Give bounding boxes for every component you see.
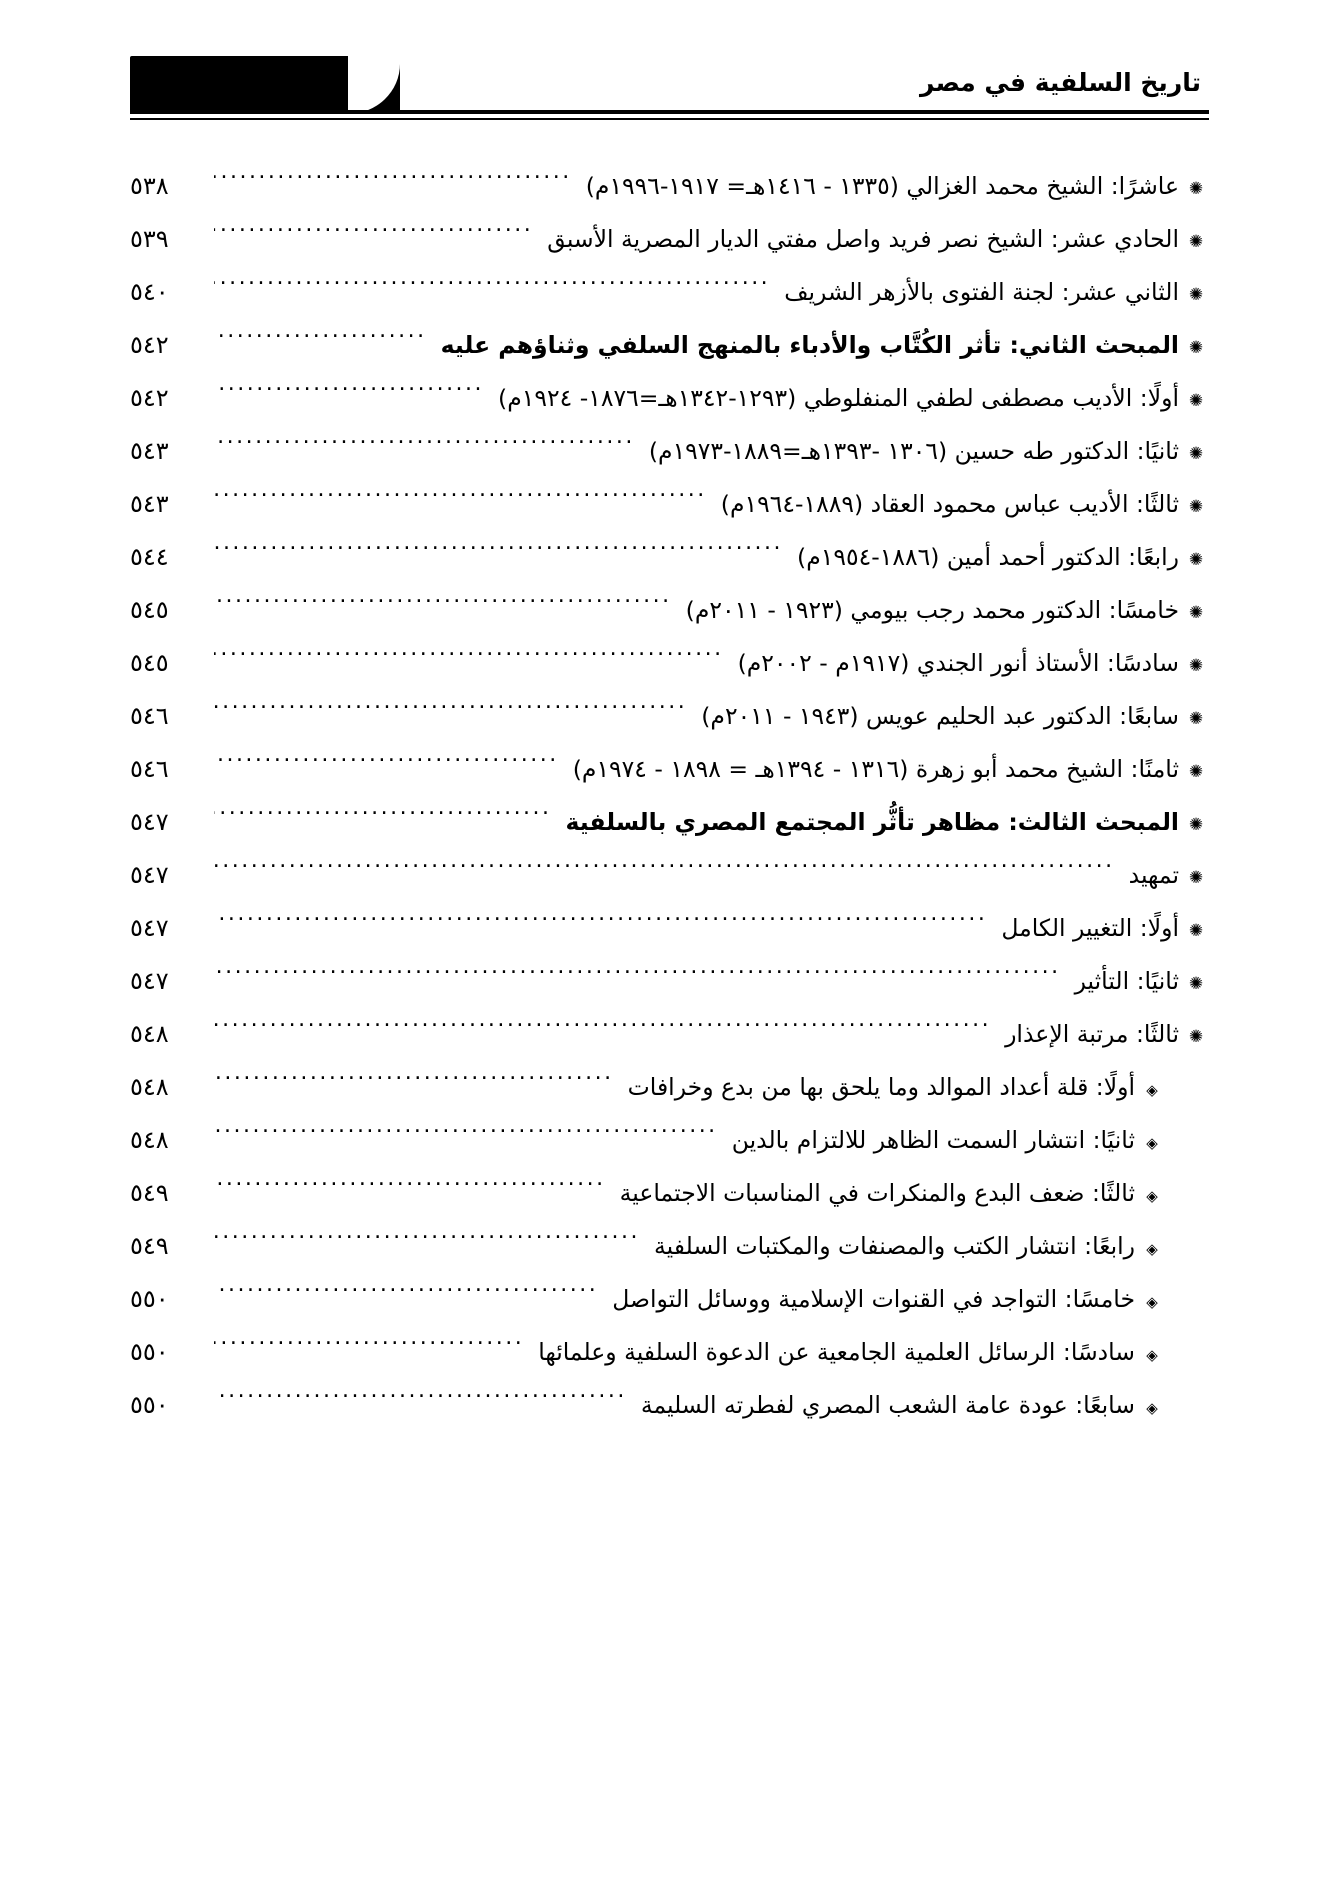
flower-bullet-icon: ✺ [1188, 550, 1204, 570]
toc-leader-dots [214, 702, 687, 724]
diamond-bullet-icon: ◈ [1146, 1134, 1158, 1152]
toc-entry-page: ٥٣٩ [130, 225, 169, 253]
toc-entry-title: سادسًا: الأستاذ أنور الجندي (١٩١٧م - ٢٠٠٢م) [737, 649, 1179, 677]
toc-leader-dots [214, 1232, 640, 1254]
toc-leader-dots [214, 490, 707, 512]
toc-leader-dots [214, 331, 427, 353]
toc-leader-dots [214, 1338, 524, 1360]
toc-entry-title: ثالثًا: ضعف البدع والمنكرات في المناسبات الاجتماعية [619, 1179, 1135, 1207]
toc-entry-page: ٥٥٠ [130, 1285, 169, 1313]
toc-leader-dots [214, 967, 1061, 989]
toc-entry-title: المبحث الثالث: مظاهر تأثُّر المجتمع المصري بالسلفية [565, 808, 1179, 836]
diamond-bullet-icon: ◈ [1146, 1187, 1158, 1205]
flower-bullet-icon: ✺ [1188, 603, 1204, 623]
toc-leader-dots [214, 172, 572, 194]
toc-leader-dots [214, 1285, 598, 1307]
toc-entry-page: ٥٤٠ [130, 278, 169, 306]
toc-leader-dots [214, 278, 770, 300]
toc-entry[interactable] [130, 690, 1209, 743]
toc-leader-dots [214, 1179, 606, 1201]
toc-entry-title: خامسًا: التواجد في القنوات الإسلامية ووسائل التواصل [612, 1285, 1135, 1313]
flower-bullet-icon: ✺ [1188, 285, 1204, 305]
flower-bullet-icon: ✺ [1188, 974, 1204, 994]
book-title: تاريخ السلفية في مصر [920, 68, 1201, 97]
toc-entry-title: رابعًا: الدكتور أحمد أمين (١٨٨٦-١٩٥٤م) [797, 543, 1179, 571]
toc-leader-dots [214, 861, 1115, 883]
toc-entry-title: أولًا: التغيير الكامل [1001, 914, 1179, 942]
table-of-contents [130, 160, 1209, 1432]
toc-entry[interactable] [130, 266, 1209, 319]
toc-entry-page: ٥٤٩ [130, 1232, 169, 1260]
toc-entry-title: أولًا: الأديب مصطفى لطفي المنفلوطي (١٢٩٣-١٣٤٢هـ=١٨٧٦- ١٩٢٤م) [498, 384, 1179, 412]
toc-entry[interactable] [130, 849, 1209, 902]
flower-bullet-icon: ✺ [1188, 709, 1204, 729]
toc-entry[interactable] [130, 1273, 1209, 1326]
toc-entry[interactable] [130, 213, 1209, 266]
header-rule-thin [130, 118, 1209, 120]
flower-bullet-icon: ✺ [1188, 921, 1204, 941]
toc-entry-page: ٥٣٨ [130, 172, 169, 200]
toc-entry-title: المبحث الثاني: تأثر الكُتَّاب والأدباء بالمنهج السلفي وثناؤهم عليه [440, 331, 1179, 359]
toc-entry-page: ٥٤٧ [130, 808, 169, 836]
flower-bullet-icon: ✺ [1188, 338, 1204, 358]
toc-leader-dots [214, 225, 533, 247]
flower-bullet-icon: ✺ [1188, 868, 1204, 888]
toc-leader-dots [214, 384, 484, 406]
toc-entry-page: ٥٤٧ [130, 914, 169, 942]
toc-entry[interactable] [130, 637, 1209, 690]
diamond-bullet-icon: ◈ [1146, 1399, 1158, 1417]
toc-entry-page: ٥٤٣ [130, 490, 169, 518]
toc-entry-title: ثانيًا: انتشار السمت الظاهر للالتزام بالدين [731, 1126, 1135, 1154]
toc-entry[interactable] [130, 1167, 1209, 1220]
toc-entry-title: سابعًا: الدكتور عبد الحليم عويس (١٩٤٣ - ٢٠١١م) [701, 702, 1179, 730]
toc-leader-dots [214, 755, 559, 777]
toc-leader-dots [214, 1020, 991, 1042]
toc-entry-page: ٥٤٨ [130, 1126, 169, 1154]
flower-bullet-icon: ✺ [1188, 497, 1204, 517]
toc-entry[interactable] [130, 319, 1209, 372]
toc-entry[interactable] [130, 372, 1209, 425]
toc-entry-page: ٥٤٨ [130, 1020, 169, 1048]
toc-entry-title: تمهيد [1128, 861, 1179, 889]
diamond-bullet-icon: ◈ [1146, 1293, 1158, 1311]
flower-bullet-icon: ✺ [1188, 391, 1204, 411]
toc-entry[interactable] [130, 1220, 1209, 1273]
toc-entry-page: ٥٤٧ [130, 967, 169, 995]
toc-leader-dots [214, 914, 987, 936]
toc-entry[interactable] [130, 160, 1209, 213]
toc-entry[interactable] [130, 955, 1209, 1008]
toc-entry[interactable] [130, 584, 1209, 637]
toc-entry-page: ٥٤٣ [130, 437, 169, 465]
toc-leader-dots [214, 808, 552, 830]
toc-entry[interactable] [130, 425, 1209, 478]
toc-entry[interactable] [130, 1326, 1209, 1379]
flower-bullet-icon: ✺ [1188, 179, 1204, 199]
toc-entry-title: سابعًا: عودة عامة الشعب المصري لفطرته السليمة [640, 1391, 1135, 1419]
toc-entry-title: سادسًا: الرسائل العلمية الجامعية عن الدعوة السلفية وعلمائها [538, 1338, 1135, 1366]
toc-leader-dots [214, 649, 724, 671]
toc-entry-page: ٥٤٥ [130, 649, 169, 677]
flower-bullet-icon: ✺ [1188, 444, 1204, 464]
toc-entry-title: ثالثًا: الأديب عباس محمود العقاد (١٨٨٩-١٩٦٤م) [720, 490, 1179, 518]
toc-entry-title: ثالثًا: مرتبة الإعذار [1005, 1020, 1179, 1048]
toc-entry-page: ٥٤٦ [130, 702, 169, 730]
toc-leader-dots [214, 1391, 627, 1413]
toc-entry-title: الثاني عشر: لجنة الفتوى بالأزهر الشريف [784, 278, 1179, 306]
toc-entry[interactable] [130, 531, 1209, 584]
flower-bullet-icon: ✺ [1188, 656, 1204, 676]
diamond-bullet-icon: ◈ [1146, 1240, 1158, 1258]
toc-entry-title: ثانيًا: التأثير [1074, 967, 1179, 995]
toc-entry-page: ٥٤٤ [130, 543, 169, 571]
toc-entry-page: ٥٤٢ [130, 331, 169, 359]
toc-entry[interactable] [130, 1008, 1209, 1061]
toc-entry-page: ٥٤٨ [130, 1073, 169, 1101]
toc-leader-dots [214, 437, 635, 459]
toc-leader-dots [214, 1073, 614, 1095]
diamond-bullet-icon: ◈ [1146, 1081, 1158, 1099]
toc-leader-dots [214, 1126, 718, 1148]
toc-entry-page: ٥٥٠ [130, 1338, 169, 1366]
toc-entry-page: ٥٤٢ [130, 384, 169, 412]
toc-entry-title: ثامنًا: الشيخ محمد أبو زهرة (١٣١٦ - ١٣٩٤هـ = ١٨٩٨ - ١٩٧٤م) [572, 755, 1179, 783]
toc-entry-page: ٥٤٦ [130, 755, 169, 783]
flower-bullet-icon: ✺ [1188, 762, 1204, 782]
toc-leader-dots [214, 543, 783, 565]
toc-entry-page: ٥٤٧ [130, 861, 169, 889]
toc-entry[interactable] [130, 478, 1209, 531]
toc-entry-title: الحادي عشر: الشيخ نصر فريد واصل مفتي الديار المصرية الأسبق [547, 225, 1179, 253]
toc-entry-title: عاشرًا: الشيخ محمد الغزالي (١٣٣٥ - ١٤١٦هـ= ١٩١٧-١٩٩٦م) [585, 172, 1179, 200]
toc-entry-page: ٥٤٥ [130, 596, 169, 624]
toc-entry-page: ٥٤٩ [130, 1179, 169, 1207]
page-number: ٥٦٤ [158, 64, 213, 99]
flower-bullet-icon: ✺ [1188, 232, 1204, 252]
header-rule-thick [130, 110, 1209, 114]
toc-entry[interactable] [130, 1114, 1209, 1167]
toc-entry-title: رابعًا: انتشار الكتب والمصنفات والمكتبات السلفية [654, 1232, 1135, 1260]
flower-bullet-icon: ✺ [1188, 815, 1204, 835]
page-number-badge [130, 56, 400, 118]
toc-leader-dots [214, 596, 672, 618]
toc-entry-title: أولًا: قلة أعداد الموالد وما يلحق بها من بدع وخرافات [627, 1073, 1135, 1101]
flower-bullet-icon: ✺ [1188, 1027, 1204, 1047]
toc-entry-title: ثانيًا: الدكتور طه حسين (١٣٠٦ -١٣٩٣هـ=١٨٨٩-١٩٧٣م) [648, 437, 1179, 465]
toc-entry[interactable] [130, 1379, 1209, 1432]
toc-entry[interactable] [130, 902, 1209, 955]
diamond-bullet-icon: ◈ [1146, 1346, 1158, 1364]
toc-entry-page: ٥٥٠ [130, 1391, 169, 1419]
page-header [130, 58, 1209, 128]
toc-entry[interactable] [130, 796, 1209, 849]
toc-entry[interactable] [130, 1061, 1209, 1114]
toc-entry-title: خامسًا: الدكتور محمد رجب بيومي (١٩٢٣ - ٢٠١١م) [685, 596, 1179, 624]
toc-entry[interactable] [130, 743, 1209, 796]
